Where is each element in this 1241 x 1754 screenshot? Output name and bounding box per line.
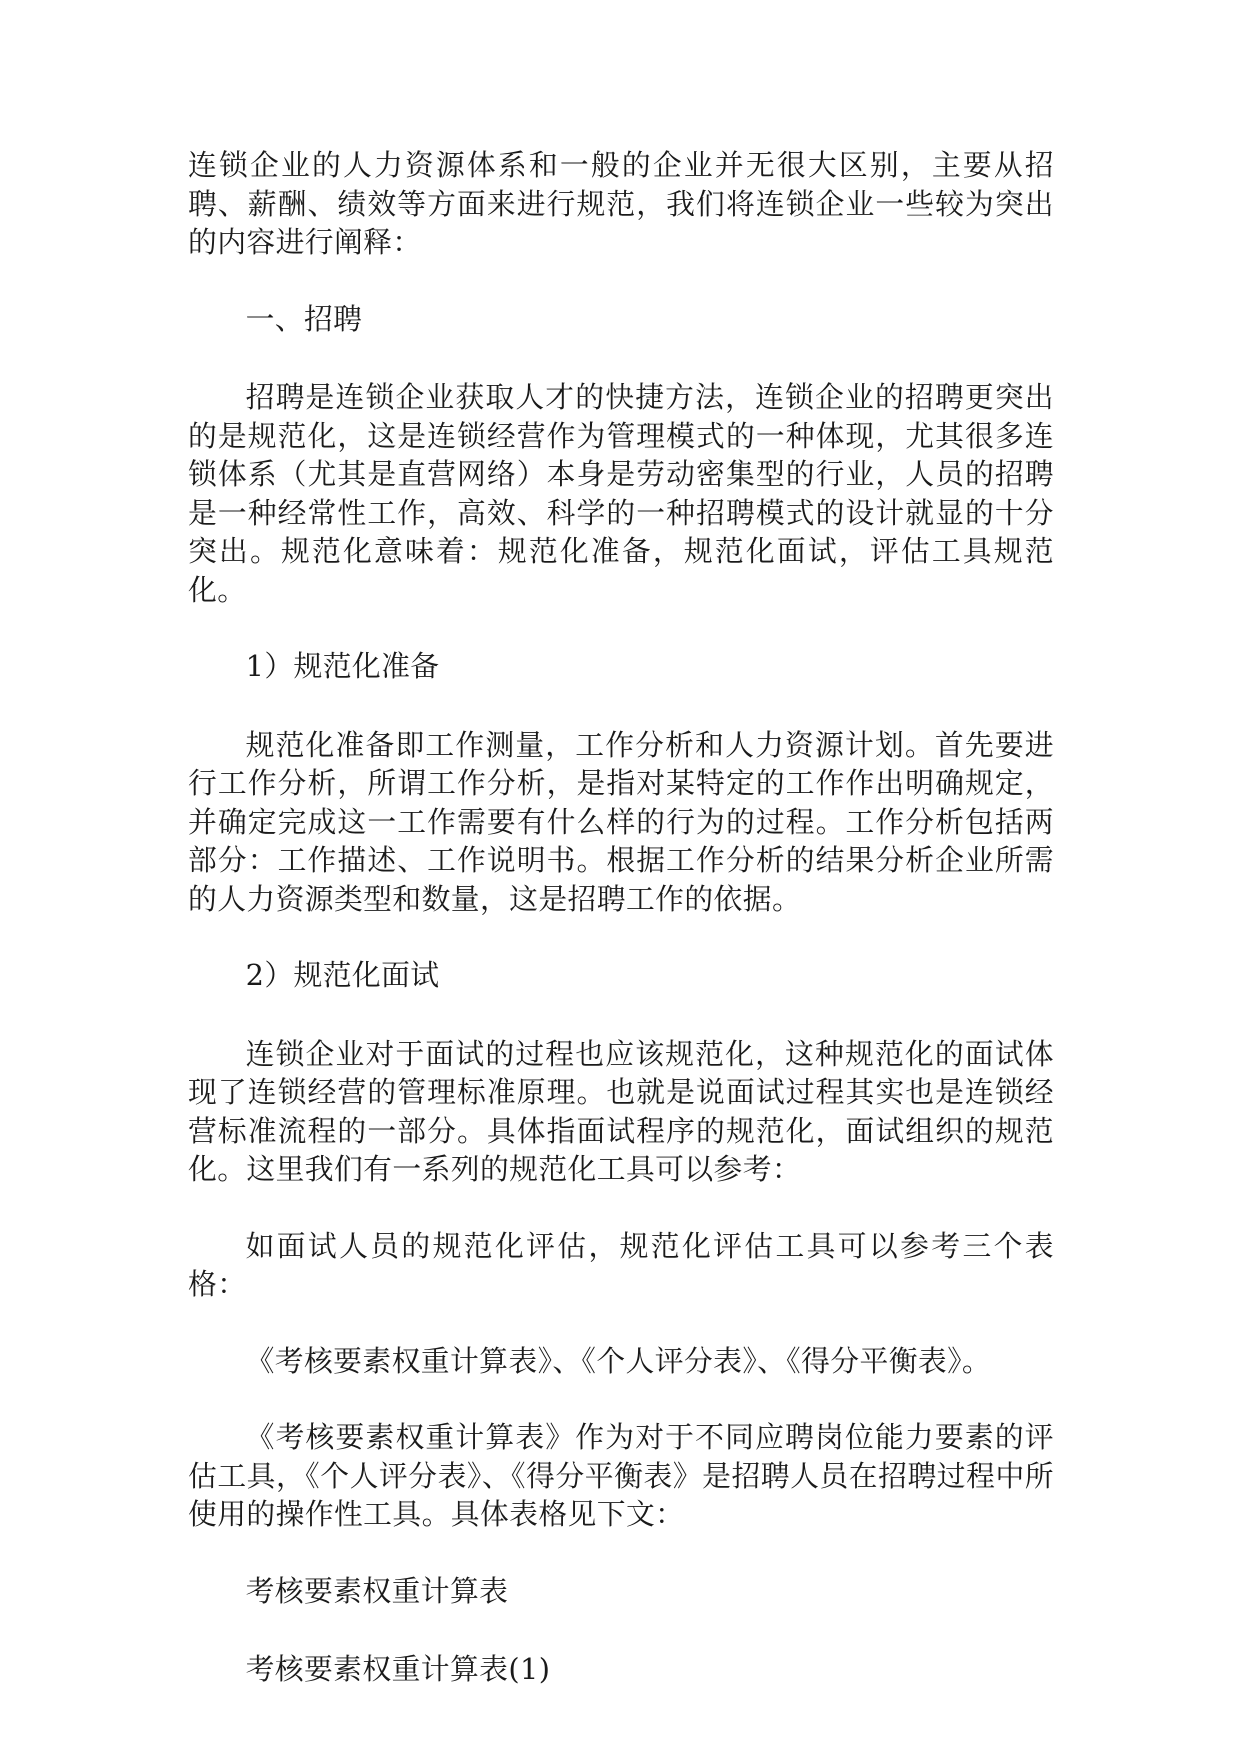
preparation-paragraph: 规范化准备即工作测量，工作分析和人力资源计划。首先要进行工作分析，所谓工作分析，是指对某特定的工作作出明确规定，并确定完成这一工作需要有什么样的行为的过程。工作分析包括两部分：工作描述、工作说明书。根据工作分析的结果分析企业所需的人力资源类型和数量，这是招聘工作的依据。: [188, 727, 1054, 916]
document-body: [188, 146, 1054, 1729]
subheading-standard-interview: 2）规范化面试: [245, 958, 440, 992]
table-title: 考核要素权重计算表: [245, 1573, 509, 1608]
recruitment-paragraph: 招聘是连锁企业获取人才的快捷方法，连锁企业的招聘更突出的是规范化，这是连锁经营作为管理模式的一种体现，尤其很多连锁体系（尤其是直营网络）本身是劳动密集型的行业，人员的招聘是一种经常性工作，高效、科学的一种招聘模式的设计就显的十分突出。规范化意味着：规范化准备，规范化面试，评估工具规范化。: [188, 380, 1054, 607]
tables-description-paragraph: 《考核要素权重计算表》作为对于不同应聘岗位能力要素的评估工具，《个人评分表》、《得分平衡表》是招聘人员在招聘过程中所使用的操作性工具。具体表格见下文：: [188, 1420, 1054, 1531]
evaluation-paragraph: 如面试人员的规范化评估，规范化评估工具可以参考三个表格：: [188, 1228, 1054, 1301]
table-subtitle: 考核要素权重计算表(1): [245, 1652, 551, 1686]
tables-list-paragraph: 《考核要素权重计算表》、《个人评分表》、《得分平衡表》。: [245, 1343, 992, 1378]
intro-paragraph: 连锁企业的人力资源体系和一般的企业并无很大区别，主要从招聘、薪酬、绩效等方面来进行规范，我们将连锁企业一些较为突出的内容进行阐释：: [188, 148, 1054, 259]
section-heading-recruitment: 一、招聘: [245, 301, 363, 336]
interview-paragraph: 连锁企业对于面试的过程也应该规范化，这种规范化的面试体现了连锁经营的管理标准原理。也就是说面试过程其实也是连锁经营标准流程的一部分。具体指面试程序的规范化，面试组织的规范化。这里我们有一系列的规范化工具可以参考：: [188, 1036, 1054, 1186]
subheading-standard-preparation: 1）规范化准备: [245, 649, 440, 683]
